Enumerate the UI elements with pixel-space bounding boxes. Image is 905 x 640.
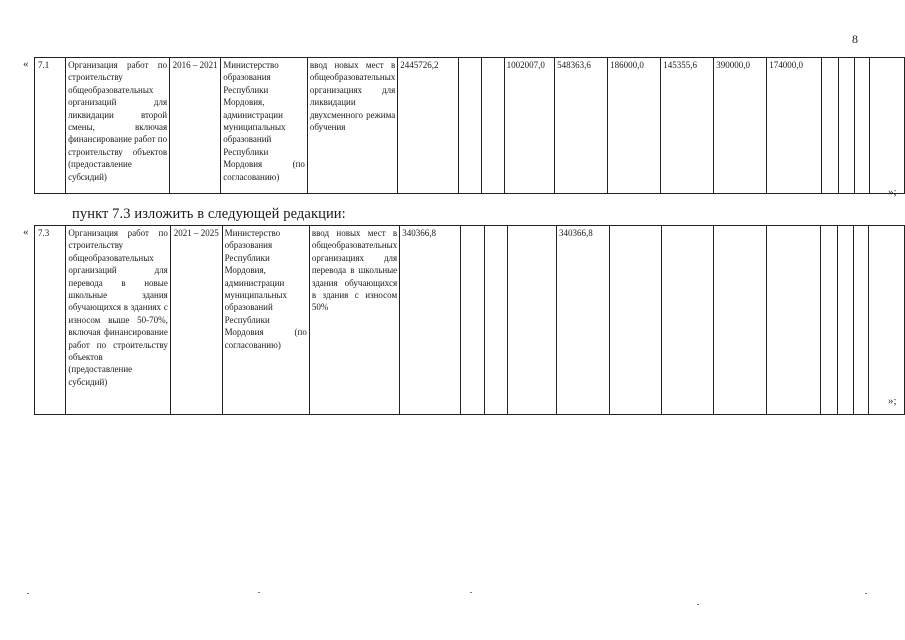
value-cell: 390000,0 <box>714 58 767 194</box>
value-cell <box>820 226 837 415</box>
value-cell <box>714 226 766 415</box>
scan-speck <box>258 592 260 593</box>
expected-result: ввод новых мест в общеобразовательных организациях для ликвидации двухсменного режима обучения <box>307 58 397 194</box>
closing-quote: »; <box>888 186 897 198</box>
program-table-row-7-3 <box>34 225 905 415</box>
value-cell: 340366,8 <box>556 226 609 415</box>
value-cell: 1002007,0 <box>504 58 555 194</box>
activity-name: Организация работ по строительству общеобразовательных организаций для перевода в новые школьные здания обучающихся в зданиях с износом выше 50-70%, включая финансирование работ по строительству объектов (предоставление субсидий) <box>66 226 170 415</box>
expected-result: ввод новых мест в общеобразовательных организациях для перевода в школьные здания обучающихся в здания с износом 50% <box>309 226 399 415</box>
opening-quote: « <box>23 58 29 70</box>
value-cell: 186000,0 <box>608 58 661 194</box>
value-cell: 340366,8 <box>400 226 461 415</box>
responsible-executor: Министерство образования Республики Мордовия, администрации муниципальных образований Республики Мордовия (по согласованию) <box>221 58 308 194</box>
value-cell <box>822 58 839 194</box>
implementation-years: 2021 – 2025 <box>170 226 222 415</box>
value-cell <box>507 226 556 415</box>
scan-speck <box>865 593 867 594</box>
value-cell <box>662 226 714 415</box>
value-cell: 174000,0 <box>767 58 822 194</box>
value-cell <box>610 226 662 415</box>
value-cell <box>869 226 905 415</box>
row-code: 7.3 <box>35 226 66 415</box>
program-table-row-7-1 <box>34 57 905 194</box>
scan-speck <box>27 593 29 594</box>
closing-quote: »; <box>888 395 897 407</box>
value-cell <box>459 58 482 194</box>
value-cell: 145355,6 <box>661 58 714 194</box>
page-number: 8 <box>852 32 858 46</box>
responsible-executor: Министерство образования Республики Мордовия, администрации муниципальных образований Республики Мордовия (по согласованию) <box>222 226 309 415</box>
table-row <box>35 58 905 194</box>
value-cell <box>481 58 504 194</box>
value-cell <box>853 226 869 415</box>
scan-speck <box>697 604 699 605</box>
row-code: 7.1 <box>35 58 66 194</box>
scan-speck <box>470 592 472 593</box>
value-cell <box>839 58 854 194</box>
value-cell: 2445726,2 <box>398 58 459 194</box>
value-cell <box>484 226 507 415</box>
table-row <box>35 226 905 415</box>
value-cell <box>869 58 904 194</box>
value-cell <box>461 226 484 415</box>
implementation-years: 2016 – 2021 <box>170 58 221 194</box>
opening-quote: « <box>23 226 29 238</box>
activity-name: Организация работ по строительству общеобразовательных организаций для ликвидации второй смены, включая финансирование работ по строительству объектов (предоставление субсидий) <box>66 58 170 194</box>
value-cell: 548363,6 <box>555 58 608 194</box>
value-cell <box>854 58 869 194</box>
value-cell <box>838 226 854 415</box>
value-cell <box>766 226 820 415</box>
amendment-instruction: пункт 7.3 изложить в следующей редакции: <box>72 206 346 222</box>
